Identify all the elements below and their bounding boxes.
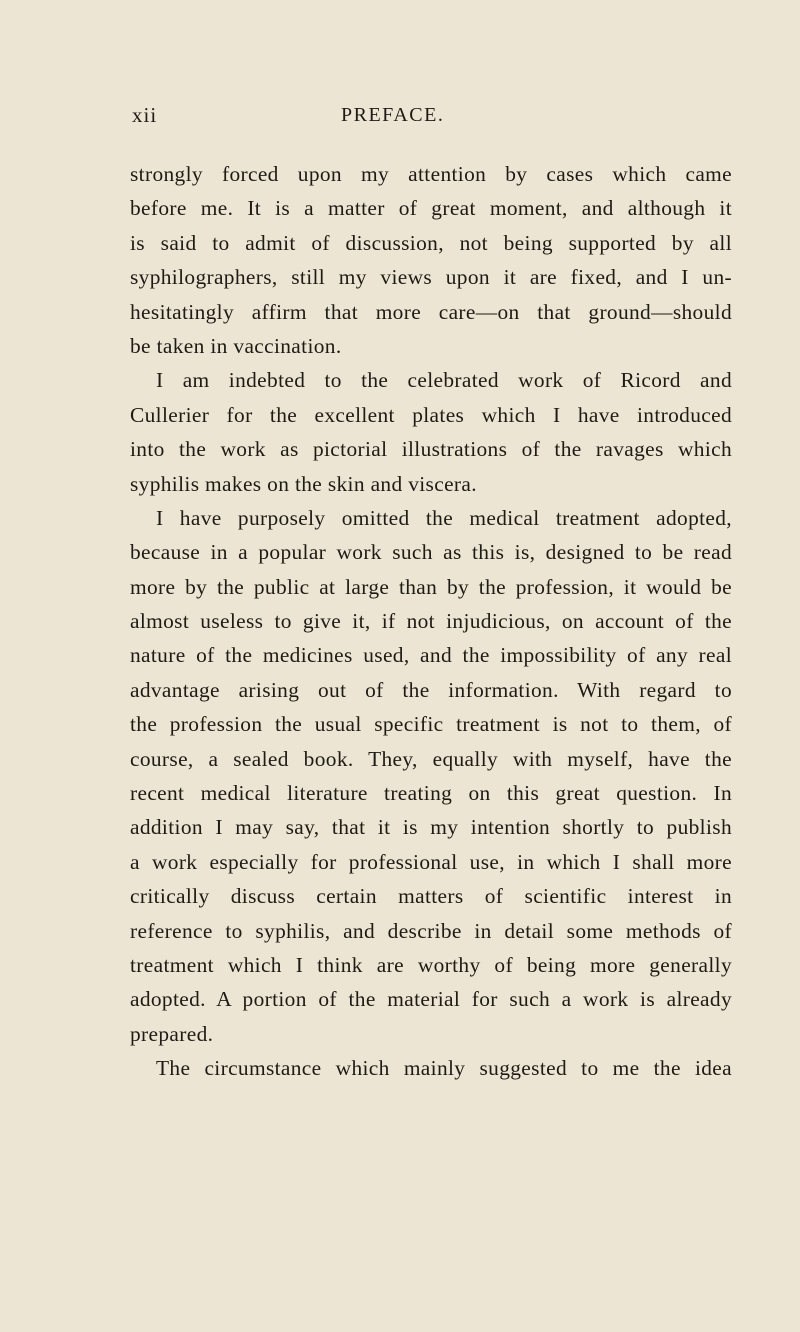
text-line: course, a sealed book. They, equally with myself, have the xyxy=(130,746,732,771)
text-line: strongly forced upon my attention by cases which came xyxy=(130,162,732,186)
text-line: the profession the usual specific treatment is not to them, of xyxy=(130,712,732,737)
text-line: addition I may say, that it is my intention shortly to publish xyxy=(130,815,732,840)
text-line: because in a popular work such as this is, designed to be read xyxy=(130,540,732,565)
text-line: is said to admit of discussion, not being supported by all xyxy=(130,230,732,255)
text-line: recent medical literature treating on this great question. In xyxy=(130,781,732,806)
text-line: be taken in vaccination. xyxy=(130,333,342,358)
text-line: before me. It is a matter of great moment, and although it xyxy=(130,196,732,221)
text-line: adopted. A portion of the material for such a work is already xyxy=(130,987,732,1012)
paragraph xyxy=(130,501,732,1051)
text-line: syphilis makes on the skin and viscera. xyxy=(130,471,477,496)
text-line: critically discuss certain matters of scientific interest in xyxy=(130,884,732,909)
text-line: The circumstance which mainly suggested to me the idea xyxy=(156,1056,732,1081)
text-line: almost useless to give it, if not injudicious, on account of the xyxy=(130,609,732,634)
body-text xyxy=(130,157,732,1086)
text-line: hesitatingly affirm that more care—on that ground—should xyxy=(130,299,732,324)
text-line: nature of the medicines used, and the impossibility of any real xyxy=(130,643,732,668)
text-line: prepared. xyxy=(130,1021,214,1046)
text-line: more by the public at large than by the profession, it would be xyxy=(130,574,732,599)
text-line: I have purposely omitted the medical treatment adopted, xyxy=(156,505,732,530)
text-line: a work especially for professional use, in which I shall more xyxy=(130,849,732,874)
text-line: reference to syphilis, and describe in detail some methods of xyxy=(130,918,732,943)
text-line: I am indebted to the celebrated work of Ricord and xyxy=(156,368,732,393)
text-line: syphilographers, still my views upon it are fixed, and I un- xyxy=(130,265,732,290)
running-title: PREFACE. xyxy=(341,104,445,126)
page-number: xii xyxy=(132,103,158,127)
text-line: into the work as pictorial illustrations of the ravages which xyxy=(130,437,732,462)
paragraph xyxy=(130,157,732,363)
running-head xyxy=(132,100,732,130)
text-line: Cullerier for the excellent plates which I have introduced xyxy=(130,402,732,427)
text-line: treatment which I think are worthy of being more generally xyxy=(130,952,732,977)
text-line: advantage arising out of the information. With regard to xyxy=(130,677,732,702)
paragraph xyxy=(130,363,732,501)
paragraph xyxy=(130,1051,732,1085)
